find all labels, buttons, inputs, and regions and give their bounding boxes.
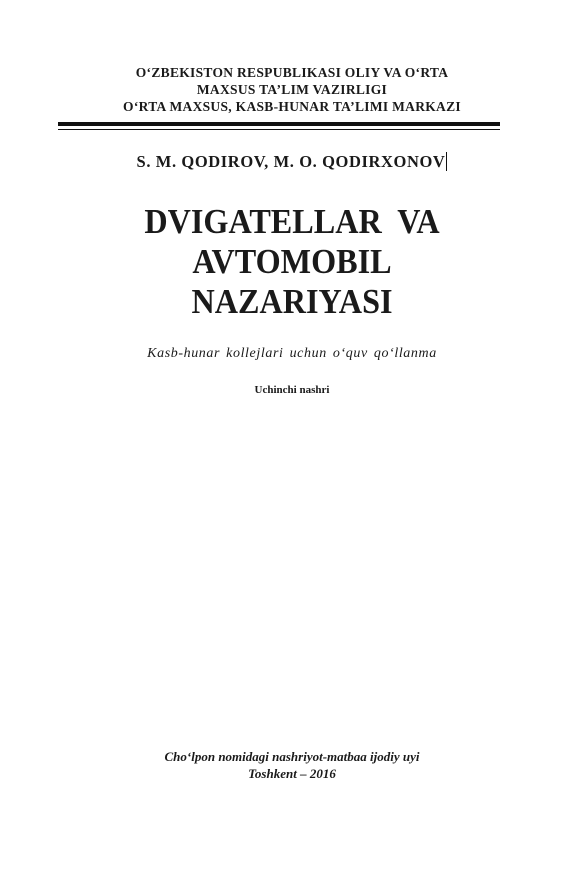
ministry-header: [0, 64, 584, 115]
header-divider-thick: [58, 122, 500, 126]
header-divider-thin: [58, 129, 500, 130]
book-title-line-2: AVTOMOBIL: [192, 242, 392, 281]
edition-label: Uchinchi nashri: [254, 384, 330, 396]
book-title-line-3: NAZARIYASI: [191, 282, 393, 321]
publisher-block: [0, 748, 584, 782]
ministry-header-line-1: O‘ZBEKISTON RESPUBLIKASI OLIY VA O‘RTA: [135, 65, 449, 80]
book-title: [23, 202, 560, 322]
publisher-name: Cho‘lpon nomidagi nashriyot-matbaa ijodiy uyi: [164, 749, 420, 764]
authors-text: S. M. QODIROV, M. O. QODIRXONOV: [136, 152, 446, 171]
text-cursor: [446, 152, 447, 171]
publisher-city-year: Toshkent – 2016: [248, 766, 336, 781]
ministry-header-line-2: MAXSUS TA’LIM VAZIRLIGI: [196, 82, 388, 97]
authors-line: [0, 152, 584, 172]
book-subtitle: Kasb-hunar kollejlari uchun o‘quv qo‘llanma: [147, 346, 437, 361]
ministry-header-line-3: O‘RTA MAXSUS, KASB-HUNAR TA’LIMI MARKAZI: [123, 99, 461, 114]
book-title-line-1: DVIGATELLAR VA: [144, 202, 440, 241]
